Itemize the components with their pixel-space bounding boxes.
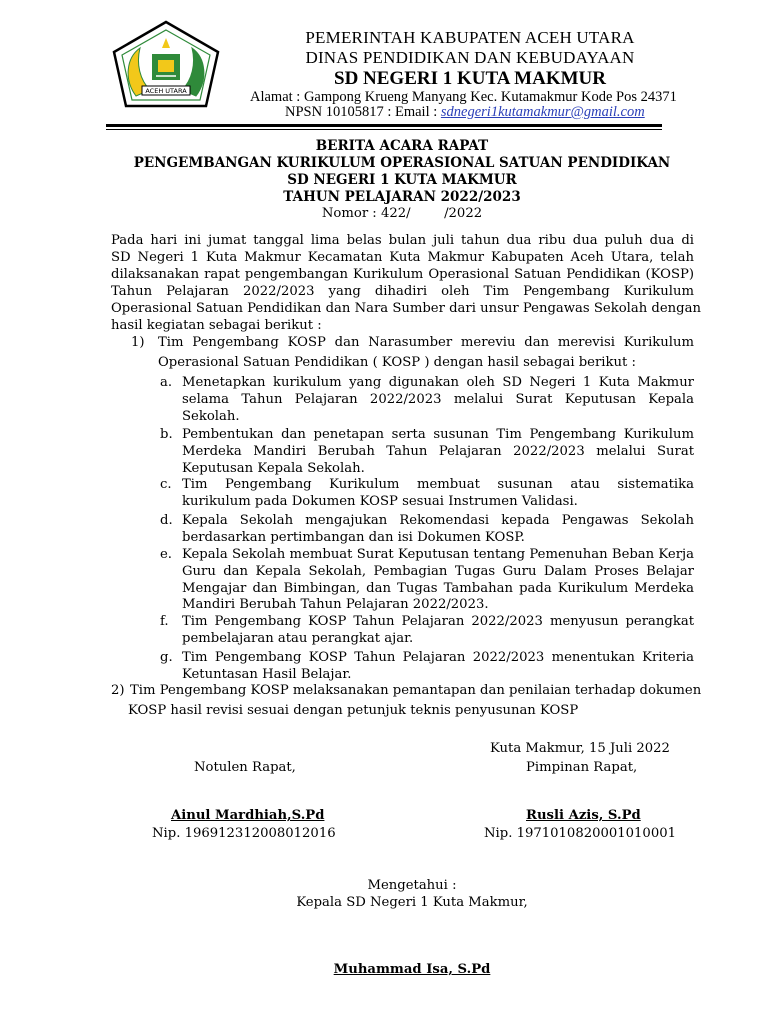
subitem-letter: b. — [160, 427, 173, 442]
notulen-name: Ainul Mardhiah,S.Pd — [171, 808, 325, 823]
pimpinan-name: Rusli Azis, S.Pd — [526, 808, 641, 823]
point-2-line-2: KOSP hasil revisi sesuai dengan petunjuk teknis penyusunan KOSP — [128, 703, 579, 718]
subitem-line: Kepala Sekolah mengajukan Rekomendasi kepada Pengawas Sekolah — [182, 513, 694, 528]
subitem-line: Keputusan Kepala Sekolah. — [182, 460, 365, 476]
intro-line: hasil kegiatan sebagai berikut : — [111, 318, 322, 333]
mengetahui-label: Mengetahui : — [367, 878, 457, 893]
npsn-label: NPSN 10105817 : Email : — [285, 104, 441, 120]
point-1-line-1: Tim Pengembang KOSP dan Narasumber mereviu dan merevisi Kurikulum — [158, 335, 694, 350]
letterhead-department: DINAS PENDIDIKAN DAN KEBUDAYAAN — [305, 48, 635, 67]
aceh-utara-logo — [106, 18, 226, 118]
subitem-letter: g. — [160, 650, 173, 665]
subitem-line: pembelajaran atau perangkat ajar. — [182, 630, 414, 646]
subitem-letter: f. — [160, 614, 169, 629]
notulen-nip: Nip. 196912312008012016 — [152, 826, 336, 841]
subitem-line: Kepala Sekolah membuat Surat Keputusan tentang Pemenuhan Beban Kerja — [182, 547, 694, 562]
letterhead-address: Alamat : Gampong Krueng Manyang Kec. Kutamakmur Kode Pos 24371 — [250, 89, 677, 105]
intro-line: Tahun Pelajaran 2022/2023 yang dihadiri oleh Tim Pengembang Kurikulum — [111, 284, 694, 299]
subitem-letter: a. — [160, 375, 173, 390]
doc-subtitle: PENGEMBANGAN KURIKULUM OPERASIONAL SATUAN PENDIDIKAN — [133, 155, 671, 171]
intro-line: dilaksanakan rapat pengembangan Kurikulum Operasional Satuan Pendidikan (KOSP) — [111, 267, 694, 282]
subitem-line: Tim Pengembang KOSP Tahun Pelajaran 2022/2023 menyusun perangkat — [182, 614, 694, 629]
subitem-line: Sekolah. — [182, 408, 240, 424]
pimpinan-role: Pimpinan Rapat, — [526, 760, 638, 775]
letterhead-divider-thin — [106, 129, 662, 130]
intro-line: Operasional Satuan Pendidikan dan Nara Sumber dari unsur Pengawas Sekolah dengan — [111, 301, 701, 316]
doc-title: BERITA ACARA RAPAT — [315, 138, 489, 154]
subitem-line: Tim Pengembang KOSP Tahun Pelajaran 2022/2023 menentukan Kriteria — [182, 650, 694, 665]
subitem-line: kurikulum pada Dokumen KOSP sesuai Instrumen Validasi. — [182, 493, 578, 509]
subitem-line: Guru dan Kepala Sekolah, Pembagian Tugas Guru Dalam Proses Belajar — [182, 563, 694, 579]
head-role: Kepala SD Negeri 1 Kuta Makmur, — [296, 895, 528, 910]
letterhead-npsn-email — [285, 104, 645, 121]
pimpinan-nip: Nip. 1971010820001010001 — [484, 826, 676, 841]
doc-year: TAHUN PELAJARAN 2022/2023 — [283, 189, 521, 205]
subitem-line: Tim Pengembang Kurikulum membuat susunan atau sistematika — [182, 477, 694, 492]
place-date: Kuta Makmur, 15 Juli 2022 — [490, 741, 670, 756]
doc-number: Nomor : 422/ /2022 — [321, 206, 483, 221]
subitem-line: selama Tahun Pelajaran 2022/2023 melalui Surat Keputusan Kepala — [182, 391, 694, 407]
point-2-line-1: Tim Pengembang KOSP melaksanakan pemantapan dan penilaian terhadap dokumen — [130, 683, 702, 698]
subitem-line: Mandiri Berubah Tahun Pelajaran 2022/2023. — [182, 597, 489, 613]
point-1-number: 1) — [131, 335, 145, 350]
letterhead-school-name: SD NEGERI 1 KUTA MAKMUR — [334, 68, 606, 89]
subitem-line: Mengajar dan Bimbingan, dan Tugas Tambahan pada Kurikulum Merdeka — [182, 580, 694, 596]
notulen-role: Notulen Rapat, — [194, 760, 296, 775]
subitem-letter: d. — [160, 513, 173, 528]
email-link[interactable]: sdnegeri1kutamakmur@gmail.com — [440, 104, 645, 120]
point-2-number: 2) — [111, 683, 125, 698]
doc-school: SD NEGERI 1 KUTA MAKMUR — [287, 172, 517, 188]
subitem-letter: c. — [160, 477, 172, 492]
intro-line: SD Negeri 1 Kuta Makmur Kecamatan Kuta Makmur Kabupaten Aceh Utara, telah — [111, 250, 694, 265]
subitem-line: Ketuntasan Hasil Belajar. — [182, 666, 352, 682]
subitem-letter: e. — [160, 547, 172, 562]
letterhead-divider-thick — [106, 124, 662, 127]
letterhead-government: PEMERINTAH KABUPATEN ACEH UTARA — [305, 28, 635, 47]
subitem-line: Merdeka Mandiri Berubah Tahun Pelajaran 2022/2023 melalui Surat — [182, 443, 694, 459]
subitem-line: berdasarkan pertimbangan dan isi Dokumen KOSP. — [182, 529, 525, 545]
head-name: Muhammad Isa, S.Pd — [333, 962, 491, 977]
point-1-line-2: Operasional Satuan Pendidikan ( KOSP ) dengan hasil sebagai berikut : — [158, 355, 636, 370]
subitem-line: Menetapkan kurikulum yang digunakan oleh SD Negeri 1 Kuta Makmur — [182, 375, 694, 390]
logo-text: ACEH UTARA — [145, 87, 187, 95]
intro-line: Pada hari ini jumat tanggal lima belas bulan juli tahun dua ribu dua puluh dua di — [111, 233, 694, 248]
subitem-line: Pembentukan dan penetapan serta susunan Tim Pengembang Kurikulum — [182, 427, 694, 442]
